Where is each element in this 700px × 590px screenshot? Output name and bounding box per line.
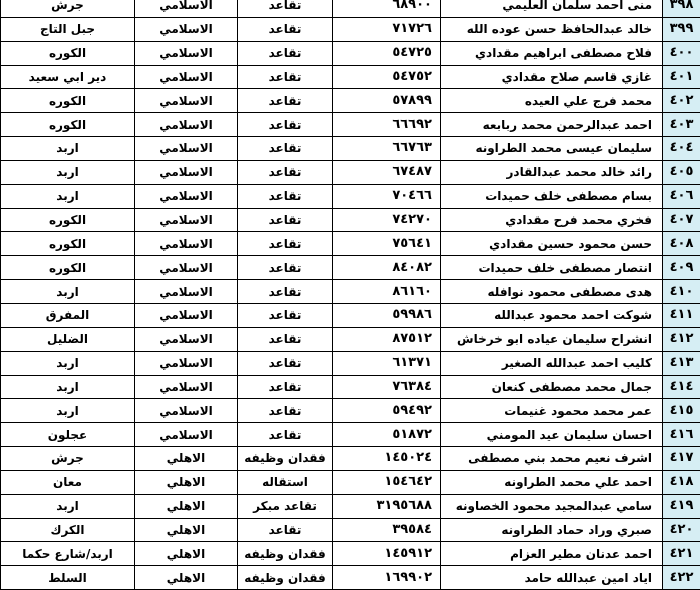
row-number: ٤١٣ bbox=[663, 351, 700, 375]
place-cell: جرش bbox=[1, 447, 135, 471]
row-number: ٤١٩ bbox=[663, 494, 700, 518]
person-name: احسان سليمان عيد المومني bbox=[441, 423, 663, 447]
type-cell: الاسلامي bbox=[135, 17, 238, 41]
id-number: ٧٤٢٧٠ bbox=[333, 208, 441, 232]
reason-cell: تقاعد bbox=[238, 256, 333, 280]
id-number: ٦٧٤٨٧ bbox=[333, 160, 441, 184]
type-cell: الاسلامي bbox=[135, 232, 238, 256]
id-number: ٣٩٥٨٤ bbox=[333, 518, 441, 542]
id-number: ٧٦٣٨٤ bbox=[333, 375, 441, 399]
person-name: غازي قاسم صلاح مقدادي bbox=[441, 65, 663, 89]
type-cell: الاهلي bbox=[135, 518, 238, 542]
reason-cell: تقاعد bbox=[238, 113, 333, 137]
place-cell: اربد bbox=[1, 375, 135, 399]
type-cell: الاهلي bbox=[135, 542, 238, 566]
person-name: حسن محمود حسين مقدادي bbox=[441, 232, 663, 256]
type-cell: الاهلي bbox=[135, 470, 238, 494]
reason-cell: تقاعد bbox=[238, 375, 333, 399]
reason-cell: تقاعد bbox=[238, 351, 333, 375]
row-number: ٤٠٩ bbox=[663, 256, 700, 280]
person-name: عمر محمد محمود غنيمات bbox=[441, 399, 663, 423]
type-cell: الاسلامي bbox=[135, 375, 238, 399]
row-number: ٤١٢ bbox=[663, 327, 700, 351]
id-number: ٨٧٥١٢ bbox=[333, 327, 441, 351]
reason-cell: تقاعد bbox=[238, 327, 333, 351]
type-cell: الاسلامي bbox=[135, 65, 238, 89]
row-number: ٤١٦ bbox=[663, 423, 700, 447]
place-cell: اربد bbox=[1, 351, 135, 375]
person-name: احمد عدنان مطير العزام bbox=[441, 542, 663, 566]
reason-cell: تقاعد bbox=[238, 184, 333, 208]
person-name: انشراح سليمان عياده ابو خرخاش bbox=[441, 327, 663, 351]
id-number: ١٥٤٦٤٢ bbox=[333, 470, 441, 494]
row-number: ٤٠٨ bbox=[663, 232, 700, 256]
row-number: ٤٢٠ bbox=[663, 518, 700, 542]
person-name: محمد فرج علي العيده bbox=[441, 89, 663, 113]
place-cell: عجلون bbox=[1, 423, 135, 447]
row-number: ٣٩٩ bbox=[663, 17, 700, 41]
person-name: شوكت احمد محمود عبدالله bbox=[441, 303, 663, 327]
person-name: بسام مصطفى خلف حميدات bbox=[441, 184, 663, 208]
row-number: ٤٠٦ bbox=[663, 184, 700, 208]
reason-cell: تقاعد bbox=[238, 399, 333, 423]
place-cell: الكوره bbox=[1, 89, 135, 113]
id-number: ٧٠٤٦٦ bbox=[333, 184, 441, 208]
reason-cell: تقاعد bbox=[238, 518, 333, 542]
table-row bbox=[1, 470, 700, 494]
place-cell: اربد bbox=[1, 494, 135, 518]
type-cell: الاهلي bbox=[135, 566, 238, 590]
id-number: ٦٦٦٩٢ bbox=[333, 113, 441, 137]
person-name: رائد خالد محمد عبدالقادر bbox=[441, 160, 663, 184]
place-cell: اربد bbox=[1, 160, 135, 184]
type-cell: الاسلامي bbox=[135, 351, 238, 375]
place-cell: السلط bbox=[1, 566, 135, 590]
type-cell: الاسلامي bbox=[135, 399, 238, 423]
reason-cell: تقاعد bbox=[238, 303, 333, 327]
reason-cell: تقاعد bbox=[238, 208, 333, 232]
row-number: ٣٩٨ bbox=[663, 0, 700, 17]
place-cell: الضليل bbox=[1, 327, 135, 351]
person-name: اشرف نعيم محمد بني مصطفى bbox=[441, 447, 663, 471]
type-cell: الاسلامي bbox=[135, 0, 238, 17]
id-number: ٦١٣٧١ bbox=[333, 351, 441, 375]
person-name: صبري وراد حماد الطراونه bbox=[441, 518, 663, 542]
table-row bbox=[1, 256, 700, 280]
person-name: فخري محمد فرح مقدادي bbox=[441, 208, 663, 232]
type-cell: الاسلامي bbox=[135, 89, 238, 113]
place-cell: اربد bbox=[1, 280, 135, 304]
reason-cell: تقاعد bbox=[238, 41, 333, 65]
id-number: ٦٨٩٠٠ bbox=[333, 0, 441, 17]
row-number: ٤٠٢ bbox=[663, 89, 700, 113]
place-cell: الكوره bbox=[1, 232, 135, 256]
row-number: ٤٢٢ bbox=[663, 566, 700, 590]
person-name: احمد عبدالرحمن محمد ربابعه bbox=[441, 113, 663, 137]
place-cell: الكوره bbox=[1, 256, 135, 280]
row-number: ٤٠٥ bbox=[663, 160, 700, 184]
id-number: ٨٦١٦٠ bbox=[333, 280, 441, 304]
id-number: ١٤٥٠٢٤ bbox=[333, 447, 441, 471]
table-row bbox=[1, 423, 700, 447]
id-number: ٥٩٩٨٦ bbox=[333, 303, 441, 327]
table-row bbox=[1, 113, 700, 137]
place-cell: اربد bbox=[1, 137, 135, 161]
table-row bbox=[1, 494, 700, 518]
id-number: ٥٤٧٢٥ bbox=[333, 41, 441, 65]
type-cell: الاسلامي bbox=[135, 423, 238, 447]
reason-cell: تقاعد bbox=[238, 0, 333, 17]
table-row bbox=[1, 351, 700, 375]
person-name: منى احمد سلمان العليمي bbox=[441, 0, 663, 17]
row-number: ٤٠١ bbox=[663, 65, 700, 89]
id-number: ١٦٩٩٠٢ bbox=[333, 566, 441, 590]
person-name: انتصار مصطفى خلف حميدات bbox=[441, 256, 663, 280]
person-name: اياد امين عبدالله حامد bbox=[441, 566, 663, 590]
person-name: خالد عبدالحافظ حسن عوده الله bbox=[441, 17, 663, 41]
id-number: ٣١٩٥٦٨٨ bbox=[333, 494, 441, 518]
table-row bbox=[1, 160, 700, 184]
person-name: سليمان عيسى محمد الطراونه bbox=[441, 137, 663, 161]
row-number: ٤١٠ bbox=[663, 280, 700, 304]
table-row bbox=[1, 375, 700, 399]
reason-cell: تقاعد bbox=[238, 280, 333, 304]
table-row bbox=[1, 184, 700, 208]
reason-cell: تقاعد مبكر bbox=[238, 494, 333, 518]
place-cell: الكرك bbox=[1, 518, 135, 542]
row-number: ٤١٤ bbox=[663, 375, 700, 399]
type-cell: الاهلي bbox=[135, 447, 238, 471]
row-number: ٤١٥ bbox=[663, 399, 700, 423]
table-row bbox=[1, 232, 700, 256]
person-name: جمال محمد مصطفى كنعان bbox=[441, 375, 663, 399]
id-number: ٧١٧٢٦ bbox=[333, 17, 441, 41]
table-row bbox=[1, 327, 700, 351]
place-cell: المفرق bbox=[1, 303, 135, 327]
reason-cell: تقاعد bbox=[238, 232, 333, 256]
id-number: ٨٤٠٨٢ bbox=[333, 256, 441, 280]
table-row bbox=[1, 280, 700, 304]
reason-cell: تقاعد bbox=[238, 423, 333, 447]
row-number: ٤٠٣ bbox=[663, 113, 700, 137]
id-number: ٥٧٨٩٩ bbox=[333, 89, 441, 113]
row-number: ٤١١ bbox=[663, 303, 700, 327]
person-name: احمد علي محمد الطراونه bbox=[441, 470, 663, 494]
table-row bbox=[1, 41, 700, 65]
row-number: ٤٠٧ bbox=[663, 208, 700, 232]
reason-cell: تقاعد bbox=[238, 17, 333, 41]
place-cell: الكوره bbox=[1, 113, 135, 137]
place-cell: جرش bbox=[1, 0, 135, 17]
reason-cell: تقاعد bbox=[238, 65, 333, 89]
table-row bbox=[1, 399, 700, 423]
place-cell: اربد/شارع حكما bbox=[1, 542, 135, 566]
type-cell: الاسلامي bbox=[135, 327, 238, 351]
place-cell: دير ابي سعيد bbox=[1, 65, 135, 89]
place-cell: معان bbox=[1, 470, 135, 494]
type-cell: الاسلامي bbox=[135, 303, 238, 327]
table-row bbox=[1, 137, 700, 161]
person-name: هدى مصطفى محمود نوافله bbox=[441, 280, 663, 304]
person-name: كليب احمد عبدالله الصغير bbox=[441, 351, 663, 375]
type-cell: الاسلامي bbox=[135, 137, 238, 161]
table-row bbox=[1, 518, 700, 542]
row-number: ٤١٨ bbox=[663, 470, 700, 494]
table-row bbox=[1, 542, 700, 566]
table-row bbox=[1, 447, 700, 471]
type-cell: الاسلامي bbox=[135, 256, 238, 280]
type-cell: الاسلامي bbox=[135, 160, 238, 184]
id-number: ٥٤٧٥٢ bbox=[333, 65, 441, 89]
row-number: ٤٠٤ bbox=[663, 137, 700, 161]
place-cell: الكوره bbox=[1, 41, 135, 65]
table-row bbox=[1, 0, 700, 17]
row-number: ٤٢١ bbox=[663, 542, 700, 566]
reason-cell: فقدان وظيفه bbox=[238, 542, 333, 566]
row-number: ٤٠٠ bbox=[663, 41, 700, 65]
id-number: ٧٥٦٤١ bbox=[333, 232, 441, 256]
person-name: فلاح مصطفى ابراهيم مقدادي bbox=[441, 41, 663, 65]
reason-cell: تقاعد bbox=[238, 137, 333, 161]
reason-cell: فقدان وظيفه bbox=[238, 447, 333, 471]
type-cell: الاهلي bbox=[135, 494, 238, 518]
reason-cell: استقاله bbox=[238, 470, 333, 494]
place-cell: اربد bbox=[1, 184, 135, 208]
row-number: ٤١٧ bbox=[663, 447, 700, 471]
reason-cell: تقاعد bbox=[238, 160, 333, 184]
reason-cell: تقاعد bbox=[238, 89, 333, 113]
person-name: سامي عبدالمجيد محمود الخصاونه bbox=[441, 494, 663, 518]
place-cell: جبل التاج bbox=[1, 17, 135, 41]
table-row bbox=[1, 89, 700, 113]
table-row bbox=[1, 208, 700, 232]
place-cell: الكوره bbox=[1, 208, 135, 232]
table-row bbox=[1, 303, 700, 327]
reason-cell: فقدان وظيفه bbox=[238, 566, 333, 590]
type-cell: الاسلامي bbox=[135, 184, 238, 208]
type-cell: الاسلامي bbox=[135, 280, 238, 304]
records-body bbox=[1, 0, 700, 590]
table-row bbox=[1, 566, 700, 590]
id-number: ١٤٥٩١٢ bbox=[333, 542, 441, 566]
type-cell: الاسلامي bbox=[135, 41, 238, 65]
type-cell: الاسلامي bbox=[135, 208, 238, 232]
table-row bbox=[1, 17, 700, 41]
id-number: ٥١٨٧٢ bbox=[333, 423, 441, 447]
table-row bbox=[1, 65, 700, 89]
place-cell: اربد bbox=[1, 399, 135, 423]
id-number: ٦٦٧٦٣ bbox=[333, 137, 441, 161]
type-cell: الاسلامي bbox=[135, 113, 238, 137]
id-number: ٥٩٤٩٢ bbox=[333, 399, 441, 423]
